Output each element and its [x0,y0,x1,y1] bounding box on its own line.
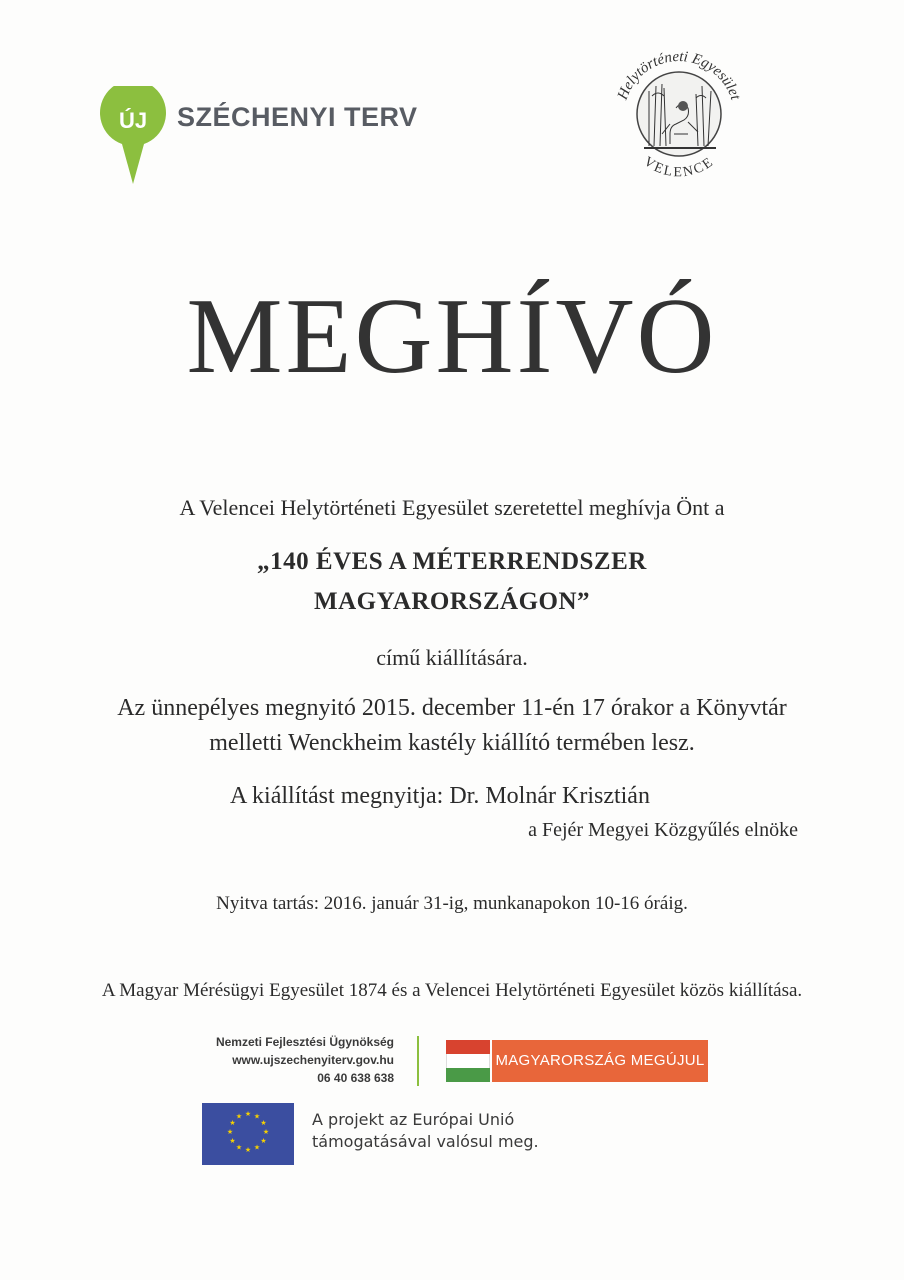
exhibition-title-line-2: MAGYARORSZÁGON” [313,588,591,615]
seal-bottom-text: VELENCE [640,154,718,181]
society-seal [604,36,754,186]
svg-text:★: ★ [244,1110,252,1118]
eu-flag-icon [202,1103,294,1165]
logo-badge-text: ÚJ [118,108,148,133]
opened-by-role: a Fejér Megyei Közgyűlés elnöke [528,819,798,841]
agency-website: www.ujszechenyiterv.gov.hu [232,1053,394,1067]
svg-text:★: ★ [262,1128,270,1136]
agency-contact-block [134,1033,394,1087]
page-title: MEGHÍVÓ [186,277,718,396]
seal-arc-text: Helytörténeti Egyesület [614,48,744,103]
opening-hours: Nyitva tartás: 2016. január 31-ig, munkanapokon 10-16 óráig. [216,893,688,914]
svg-text:★: ★ [229,1119,236,1127]
eu-support-line-2: támogatásával valósul meg. [312,1132,539,1151]
eu-support-text [312,1109,539,1153]
opening-info-line-1: Az ünnepélyes megnyitó 2015. december 11-én 17 órakor a Könyvtár [117,695,787,721]
opening-info-line-2: melletti Wenckheim kastély kiállító termében lesz. [209,730,695,756]
svg-text:VELENCE [641,154,717,180]
agency-name: Nemzeti Fejlesztési Ügynökség [215,1035,394,1049]
szechenyi-terv-logo [100,86,440,186]
exhibition-title-line-1: „140 ÉVES A MÉTERRENDSZER [257,548,647,575]
svg-text:★: ★ [235,1112,243,1121]
hungarian-flag-icon [446,1040,490,1082]
exhibition-caption: című kiállítására. [376,645,528,670]
svg-text:★: ★ [253,1143,261,1152]
eu-support-line-1: A projekt az Európai Unió [312,1110,515,1129]
svg-text:★: ★ [244,1146,252,1154]
svg-text:★: ★ [226,1128,234,1136]
magyarorszag-megujul-badge: MAGYARORSZÁG MEGÚJUL [492,1040,708,1082]
intro-text: A Velencei Helytörténeti Egyesület szeretettel meghívja Önt a [179,495,725,520]
svg-text:★: ★ [260,1137,267,1145]
agency-phone: 06 40 638 638 [317,1071,394,1085]
svg-text:★: ★ [229,1137,236,1145]
svg-text:★: ★ [253,1112,261,1121]
svg-text:★: ★ [235,1143,243,1152]
svg-text:★: ★ [260,1119,267,1127]
footer-divider [417,1036,419,1086]
logo-text: SZÉCHENYI TERV [177,102,418,132]
joint-exhibition-note: A Magyar Mérésügyi Egyesület 1874 és a Velencei Helytörténeti Egyesület közös kiállítása. [101,980,803,1001]
opened-by: A kiállítást megnyitja: Dr. Molnár Krisztián [230,783,650,809]
location-pin-icon [100,86,170,186]
